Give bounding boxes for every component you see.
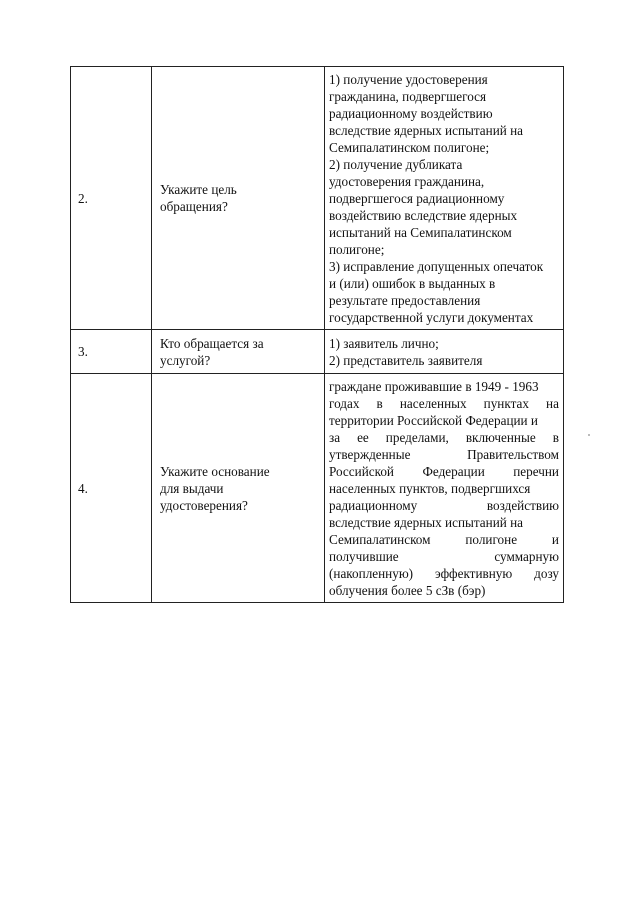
- answer-word: в: [376, 395, 383, 411]
- table-row: [71, 330, 564, 374]
- question-line: Укажите цель: [160, 182, 237, 197]
- answer-word: Российской: [329, 463, 394, 479]
- question-line: удостоверения?: [160, 497, 248, 513]
- answer-word: населенных пунктов, подвергшихся: [329, 480, 531, 496]
- answer-line: результате предоставления: [329, 292, 481, 308]
- answer-word: полигоне: [465, 531, 518, 547]
- answer-line: [329, 429, 559, 446]
- question-cell: [152, 67, 325, 330]
- answer-line: 3) исправление допущенных опечаток: [329, 258, 544, 274]
- row-number: 2.: [71, 67, 152, 330]
- answer-word: в: [552, 429, 559, 445]
- answer-line: облучения более 5 сЗв (бэр): [329, 582, 486, 598]
- answer-word: граждане проживавшие в 1949 - 1963: [329, 378, 539, 394]
- question-line: Укажите основание: [160, 463, 270, 479]
- answer-word: перечни: [513, 463, 559, 479]
- answer-line: полигоне;: [329, 241, 385, 257]
- question-cell: [152, 330, 325, 374]
- answer-line: [329, 378, 559, 395]
- answer-line: 1) получение удостоверения: [329, 71, 488, 87]
- row-number: 3.: [71, 330, 152, 374]
- answer-word: Правительством: [467, 446, 559, 462]
- answer-word: пределами,: [385, 429, 449, 445]
- scan-speck: [588, 434, 590, 436]
- answer-word: ее: [357, 429, 369, 445]
- table-row: [71, 374, 564, 603]
- answer-cell: [325, 374, 564, 603]
- row-number: 4.: [71, 374, 152, 603]
- answer-cell: [325, 330, 564, 374]
- answer-word: и: [551, 531, 559, 547]
- service-questions-table: [70, 66, 564, 603]
- answer-line: [329, 412, 559, 429]
- answer-line: [329, 446, 559, 463]
- answer-line: государственной услуги документах: [329, 309, 534, 325]
- answer-line: подвергшегося радиационному: [329, 190, 505, 206]
- answer-word: пунктах: [483, 395, 529, 411]
- answer-line: [329, 395, 559, 412]
- answer-word: включенные: [465, 429, 536, 445]
- answer-line: [329, 531, 559, 548]
- answer-word: дозу: [534, 565, 559, 581]
- answer-word: утвержденные: [329, 446, 411, 462]
- answer-word: за: [329, 429, 341, 445]
- question-line: обращения?: [160, 199, 228, 214]
- answer-line: гражданина, подвергшегося: [329, 88, 487, 104]
- answer-line: [329, 480, 559, 497]
- table-row: [71, 67, 564, 330]
- question-line: для выдачи: [160, 480, 224, 496]
- answer-word: радиационному: [329, 497, 418, 513]
- answer-line: удостоверения гражданина,: [329, 173, 485, 189]
- answer-cell: [325, 67, 564, 330]
- question-line: услугой?: [160, 352, 211, 368]
- answer-word: территории Российской Федерации и: [329, 412, 538, 428]
- answer-line: радиационному воздействию: [329, 105, 493, 121]
- answer-word: эффективную: [435, 565, 513, 581]
- answer-line: [329, 548, 559, 565]
- answer-line: [329, 565, 559, 582]
- answer-line: Семипалатинском полигоне;: [329, 139, 490, 155]
- answer-word: получившие: [329, 548, 399, 564]
- answer-word: годах: [329, 395, 360, 411]
- answer-line: [329, 514, 559, 531]
- answer-line: [329, 497, 559, 514]
- answer-word: Семипалатинском: [329, 531, 431, 547]
- answer-word: воздействию: [486, 497, 559, 513]
- answer-line: вследствие ядерных испытаний на: [329, 122, 524, 138]
- question-line: Кто обращается за: [160, 335, 264, 351]
- answer-word: Федерации: [422, 463, 485, 479]
- answer-word: вследствие ядерных испытаний на: [329, 514, 524, 530]
- question-cell: [152, 374, 325, 603]
- answer-line: 2) представитель заявителя: [329, 352, 483, 368]
- answer-line: и (или) ошибок в выданных в: [329, 275, 496, 291]
- answer-word: (накопленную): [329, 565, 414, 581]
- answer-line: испытаний на Семипалатинском: [329, 224, 512, 240]
- answer-line: 1) заявитель лично;: [329, 335, 439, 351]
- answer-line: воздействию вследствие ядерных: [329, 207, 518, 223]
- answer-word: суммарную: [494, 548, 559, 564]
- answer-line: [329, 463, 559, 480]
- answer-word: на: [546, 395, 559, 411]
- answer-word: населенных: [399, 395, 467, 411]
- answer-line: 2) получение дубликата: [329, 156, 463, 172]
